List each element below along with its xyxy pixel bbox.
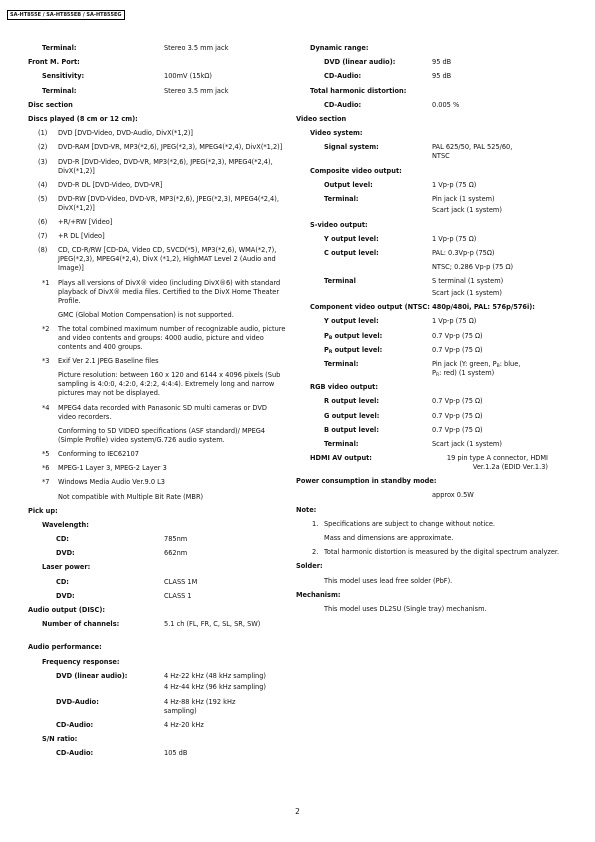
spec-row-rgb-g <box>296 412 572 421</box>
spec-label: $P_R$ output level: <box>324 345 383 355</box>
spec-label: Y output level: <box>324 317 379 326</box>
page-header-model-box: SA-HT855E / SA-HT855EB / SA-HT855EG <box>7 10 125 20</box>
subheading-video-system: Video system: <box>310 129 363 138</box>
spec-row-front-phone-terminal <box>28 44 286 53</box>
disc-list-item-text: DVD-R [DVD-Video, DVD-VR, MP3(*2,6), JPEG(*2,3), MPEG4(*2,4), DivX(*1,2)] <box>58 157 273 175</box>
spec-row-rgb-terminal <box>296 440 572 449</box>
spec-note-number: 1. <box>312 519 319 528</box>
spec-row-rgb-b <box>296 426 572 435</box>
disc-note-extra: Not compatible with Multiple Bit Rate (MBR) <box>58 492 204 501</box>
spec-row-channels <box>28 620 286 638</box>
spec-row-front-m-terminal <box>28 87 286 96</box>
disc-list-item-number: (7) <box>38 232 48 241</box>
spec-row-cv-pb <box>296 332 572 341</box>
spec-row-dvd-linear <box>28 672 286 681</box>
spec-label: Terminal: <box>42 86 77 95</box>
disc-note <box>28 279 286 306</box>
spec-label: C output level: <box>324 249 379 258</box>
spec-label: Output level: <box>324 180 373 189</box>
spec-label: DVD (linear audio): <box>56 671 128 680</box>
disc-list-item <box>28 246 286 273</box>
spec-label: Number of channels: <box>42 620 120 629</box>
spec-row-dr-cd <box>296 72 572 81</box>
subheading-svideo: S-video output: <box>310 220 368 229</box>
spec-value: Pin jack (Y: green, $P_B$: blue, $P_R$: red) (1 system) <box>432 359 521 378</box>
spec-note-number: 2. <box>312 548 319 557</box>
spec-value: 100mV (15kΩ) <box>164 72 213 81</box>
disc-note-number: *3 <box>42 357 50 366</box>
subheading-frequency-response: Frequency response: <box>42 657 120 666</box>
disc-note-text: The total combined maximum number of recognizable audio, picture and video contents and groups: 4000 audio, picture and video contents and 400 groups. <box>58 325 286 351</box>
spec-value: 0.7 Vp-p (75 Ω) <box>432 331 483 340</box>
disc-note-extra: Picture resolution: between 160 x 120 and 6144 x 4096 pixels (Sub sampling is 4:0:0, 4:2:0, 4:2:2, 4:4:4). Extremely long and narrow pictures may not be displayed. <box>58 371 281 398</box>
section-heading-solder: Solder: <box>296 562 323 571</box>
spec-row-comp-level <box>296 181 572 190</box>
disc-list-item <box>28 232 286 241</box>
spec-value: 19 pin type A connector, HDMI Ver.1.2a (EDID Ver.1.3) <box>446 454 548 472</box>
spec-notes-list <box>296 520 572 557</box>
disc-note <box>28 450 286 459</box>
spec-value: approx 0.5W <box>432 491 474 500</box>
spec-row-sv-terminal-2 <box>296 289 572 298</box>
disc-notes <box>28 279 286 502</box>
spec-label: CD: <box>56 577 69 586</box>
spec-value: 95 dB <box>432 72 452 81</box>
spec-row-sv-c-2 <box>296 263 572 272</box>
spec-value: 4 Hz-88 kHz (192 kHz sampling) <box>164 697 236 715</box>
spec-label: CD-Audio: <box>324 72 362 81</box>
disc-note <box>28 357 286 366</box>
disc-list-item-text: CD, CD-R/RW [CD-DA, Video CD, SVCD(*5), MP3(*2,6), WMA(*2,7), JPEG(*2,3), MPEG4(*2,4), DivX (*1,2), HighMAT Level 2 (Audio and Image)] <box>58 246 277 273</box>
disc-list-item <box>28 158 286 176</box>
spec-row-wavelength-dvd <box>28 549 286 558</box>
disc-list-item <box>28 143 286 152</box>
spec-label: CD-Audio: <box>56 720 94 729</box>
spec-row-sv-terminal <box>296 277 572 286</box>
spec-label: B output level: <box>324 425 379 434</box>
subheading-discs-played: Discs played (8 cm or 12 cm): <box>28 114 138 123</box>
spec-row-sn-cd <box>28 749 286 758</box>
disc-list-item-number: (3) <box>38 157 48 166</box>
spec-label: DVD: <box>56 591 75 600</box>
spec-row-comp-terminal <box>296 195 572 204</box>
spec-label: DVD-Audio: <box>56 697 99 706</box>
disc-list-item <box>28 218 286 227</box>
spec-row-dvd-audio <box>28 698 286 716</box>
page-number: 2 <box>295 807 300 816</box>
spec-row-sensitivity <box>28 72 286 81</box>
disc-note-text: MPEG4 data recorded with Panasonic SD multi cameras or DVD video recorders. <box>58 403 267 421</box>
section-heading-audio-performance: Audio performance: <box>28 643 102 652</box>
spec-label: DVD: <box>56 549 75 558</box>
spec-value: 785nm <box>164 535 188 544</box>
disc-list-item-text: +R/+RW [Video] <box>58 218 113 227</box>
spec-label: $P_B$ output level: <box>324 331 383 341</box>
disc-list-item-text: DVD-R DL [DVD-Video, DVD-VR] <box>58 180 163 189</box>
spec-row-comp-terminal-2 <box>296 206 572 215</box>
disc-note-text: Windows Media Audio Ver.9.0 L3 <box>58 478 165 487</box>
spec-row-sv-y <box>296 235 572 244</box>
disc-note-number: *1 <box>42 278 50 287</box>
spec-row-cd-audio <box>28 721 286 730</box>
spec-value: Scart jack (1 system) <box>432 206 502 215</box>
subheading-thd: Total harmonic distortion: <box>310 86 407 95</box>
spec-row-dr-dvd <box>296 58 572 67</box>
spec-label: CD-Audio: <box>324 100 362 109</box>
spec-note-extra: Mass and dimensions are approximate. <box>324 534 454 542</box>
disc-note-text: MPEG-1 Layer 3, MPEG-2 Layer 3 <box>58 464 167 473</box>
spec-value: 0.7 Vp-p (75 Ω) <box>432 397 483 406</box>
spec-note <box>296 520 572 529</box>
subheading-laser-power: Laser power: <box>42 563 91 572</box>
disc-note-text: Plays all versions of DivX® video (including DivX®6) with standard playback of DivX® media files. Certified to the DivX Home Theater Profile. <box>58 278 281 305</box>
spec-value: S terminal (1 system) <box>432 277 504 286</box>
spec-label: Terminal: <box>324 439 359 448</box>
spec-label: CD-Audio: <box>56 749 94 758</box>
section-heading-pick-up: Pick up: <box>28 506 58 515</box>
spec-row-laser-cd <box>28 578 286 587</box>
spec-value: Stereo 3.5 mm jack <box>164 44 229 52</box>
spec-value: CLASS 1 <box>164 591 192 600</box>
disc-list-item-text: +R DL [Video] <box>58 232 105 241</box>
disc-note <box>28 404 286 422</box>
spec-row-signal-system <box>296 143 572 161</box>
spec-value: 5.1 ch (FL, FR, C, SL, SR, SW) <box>164 620 261 629</box>
disc-list-item-text: DVD-RAM [DVD-VR, MP3(*2,6), JPEG(*2,3), MPEG4(*2,4), DivX(*1,2)] <box>58 143 283 152</box>
section-heading-note: Note: <box>296 505 317 514</box>
spec-label: CD: <box>56 535 69 544</box>
disc-note-extra: GMC (Global Motion Compensation) is not supported. <box>58 310 234 319</box>
disc-list <box>28 129 286 273</box>
spec-row-hdmi <box>296 454 572 472</box>
section-heading-front-m-port: Front M. Port: <box>28 58 80 67</box>
section-heading-disc: Disc section <box>28 100 73 109</box>
spec-value: 1 Vp-p (75 Ω) <box>432 234 477 243</box>
spec-row-cv-pr <box>296 346 572 355</box>
spec-value: 4 Hz-22 kHz (48 kHz sampling) <box>164 671 266 680</box>
spec-value: 0.7 Vp-p (75 Ω) <box>432 411 483 420</box>
disc-list-item <box>28 195 286 213</box>
disc-note <box>28 325 286 352</box>
spec-column-left <box>28 44 286 763</box>
spec-row-wavelength-cd <box>28 535 286 544</box>
spec-row-power-value <box>296 491 572 500</box>
disc-list-item <box>28 181 286 190</box>
subheading-rgb: RGB video output: <box>310 383 378 392</box>
spec-label: Terminal <box>324 277 356 286</box>
disc-note-number: *5 <box>42 449 50 458</box>
spec-value: 662nm <box>164 549 188 558</box>
solder-text: This model uses lead free solder (PbF). <box>324 576 453 585</box>
spec-value: Pin jack (1 system) <box>432 194 495 203</box>
spec-value: PAL 625/50, PAL 525/60, NTSC <box>432 143 513 161</box>
disc-list-item-number: (5) <box>38 194 48 203</box>
section-heading-mechanism: Mechanism: <box>296 590 341 599</box>
spec-row-rgb-r <box>296 397 572 406</box>
spec-row-cv-terminal <box>296 360 572 378</box>
disc-note-text: Conforming to IEC62107 <box>58 449 139 458</box>
spec-value: 0.005 % <box>432 100 460 109</box>
mechanism-text: This model uses DL2SU (Single tray) mechanism. <box>324 604 487 613</box>
disc-note-extra: Conforming to SD VIDEO specifications (ASF standard)/ MPEG4 (Simple Profile) video system/G.726 audio system. <box>58 426 266 444</box>
spec-value: 4 Hz-44 kHz (96 kHz sampling) <box>164 683 266 692</box>
disc-list-item-number: (4) <box>38 180 48 189</box>
disc-list-item-number: (8) <box>38 246 48 255</box>
disc-list-item-text: DVD [DVD-Video, DVD-Audio, DivX(*1,2)] <box>58 129 193 138</box>
spec-value: 0.7 Vp-p (75 Ω) <box>432 425 483 434</box>
spec-row-dvd-linear-2 <box>28 683 286 692</box>
spec-label: HDMI AV output: <box>310 454 372 463</box>
spec-row-thd-cd <box>296 101 572 110</box>
spec-row-laser-dvd <box>28 592 286 601</box>
disc-note-text: Exif Ver 2.1 JPEG Baseline files <box>58 357 159 366</box>
spec-note-text: Specifications are subject to change without notice. <box>324 519 495 528</box>
disc-note <box>28 478 286 487</box>
spec-note-text: Total harmonic distortion is measured by the digital spectrum analyzer. <box>324 548 560 557</box>
spec-row-sv-c <box>296 249 572 258</box>
spec-value: NTSC; 0.286 Vp-p (75 Ω) <box>432 263 514 272</box>
spec-label: Signal system: <box>324 143 379 152</box>
spec-value: 105 dB <box>164 749 188 758</box>
disc-note-number: *2 <box>42 325 50 333</box>
disc-list-item <box>28 129 286 138</box>
section-heading-power-standby: Power consumption in standby mode: <box>296 477 437 486</box>
spec-label: DVD (linear audio): <box>324 58 396 67</box>
disc-note-number: *6 <box>42 464 50 473</box>
spec-label: Sensitivity: <box>42 72 85 81</box>
disc-list-item-number: (2) <box>38 143 48 152</box>
spec-label: Terminal: <box>324 194 359 203</box>
disc-note-number: *4 <box>42 403 50 412</box>
disc-list-item-text: DVD-RW [DVD-Video, DVD-VR, MP3(*2,6), JPEG(*2,3), MPEG4(*2,4), DivX(*1,2)] <box>58 194 279 212</box>
disc-list-item-number: (6) <box>38 218 48 227</box>
spec-value: 1 Vp-p (75 Ω) <box>432 317 477 326</box>
spec-value: PAL: 0.3Vp-p (75Ω) <box>432 249 495 258</box>
spec-row-cv-y <box>296 317 572 326</box>
spec-value: 1 Vp-p (75 Ω) <box>432 180 477 189</box>
section-heading-audio-output: Audio output (DISC): <box>28 606 106 614</box>
spec-label: R output level: <box>324 397 380 406</box>
subheading-component: Component video output (NTSC: 480p/480i, PAL: 576p/576i): <box>310 303 535 312</box>
spec-value: Scart jack (1 system) <box>432 439 502 448</box>
spec-label: Y output level: <box>324 234 379 243</box>
spec-note <box>296 548 572 557</box>
subheading-dynamic-range: Dynamic range: <box>310 44 369 52</box>
spec-value: Stereo 3.5 mm jack <box>164 86 229 95</box>
disc-note-number: *7 <box>42 478 50 487</box>
spec-value: CLASS 1M <box>164 577 198 586</box>
subheading-wavelength: Wavelength: <box>42 520 89 529</box>
disc-list-item-number: (1) <box>38 129 48 138</box>
disc-note <box>28 464 286 473</box>
spec-label: Terminal: <box>324 359 359 368</box>
section-heading-video: Video section <box>296 114 347 123</box>
spec-label: G output level: <box>324 411 380 420</box>
subheading-sn-ratio: S/N ratio: <box>42 734 78 743</box>
spec-value: 95 dB <box>432 58 452 67</box>
subheading-composite: Composite video output: <box>310 166 402 175</box>
spec-label: Terminal: <box>42 44 77 52</box>
spec-column-right <box>296 44 572 619</box>
spec-value: Scart jack (1 system) <box>432 289 502 297</box>
spec-value: 4 Hz-20 kHz <box>164 720 204 729</box>
spec-value: 0.7 Vp-p (75 Ω) <box>432 345 483 354</box>
